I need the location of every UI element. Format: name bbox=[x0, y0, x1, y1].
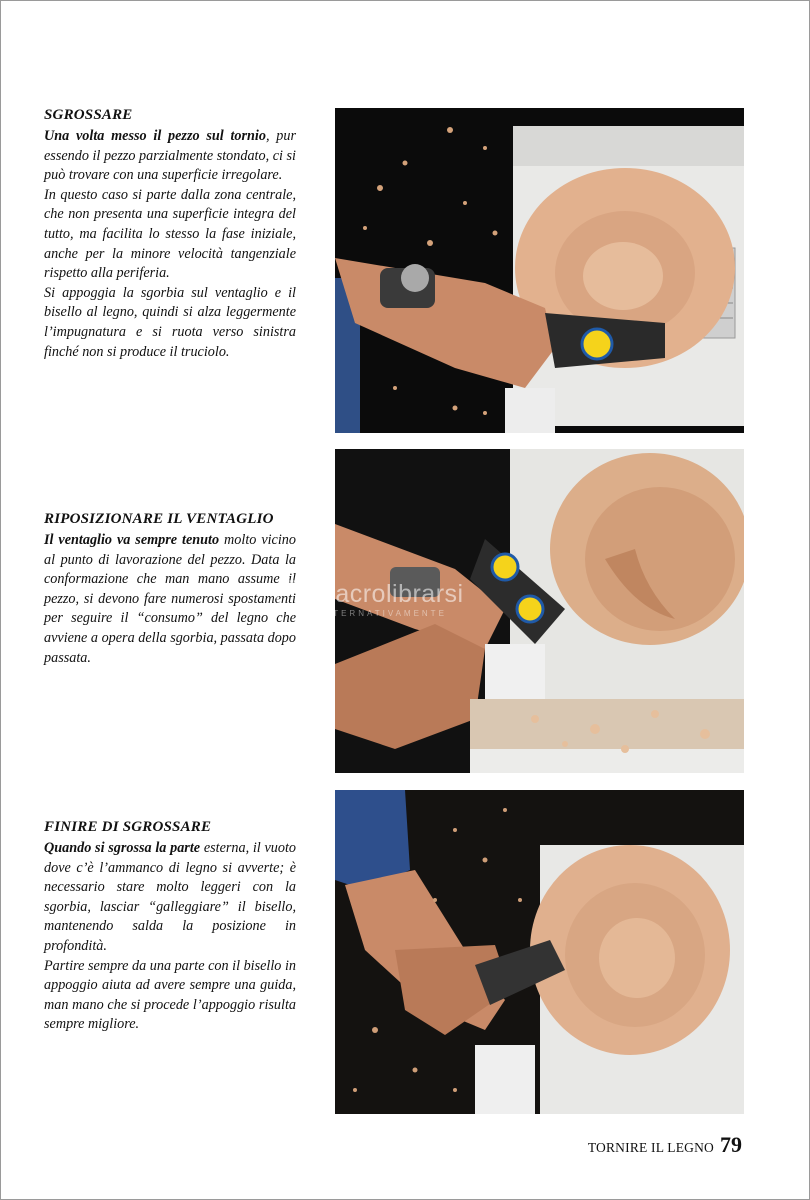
lead-text: Il ventaglio va sempre tenuto bbox=[44, 532, 220, 548]
photo-repositioning-rest bbox=[335, 449, 744, 773]
section-sgrossare bbox=[44, 106, 296, 362]
section-heading: RIPOSIZIONARE IL VENTAGLIO bbox=[44, 511, 274, 527]
lead-text: Una volta messo il pezzo sul tornio bbox=[44, 128, 266, 144]
photo-roughing-center bbox=[335, 108, 744, 433]
section-finire bbox=[44, 818, 296, 1035]
paragraph: In questo caso si parte dalla zona centrale, che non presenta una superficie integra del tutto, ma facilita lo stesso la fase iniziale, anche per la minore velocità tangenziale rispetto alla periferia. bbox=[44, 186, 296, 282]
paragraph: Si appoggia la sgorbia sul ventaglio e il bisello al legno, quindi si alza leggermente l’impugnatura e si ruota verso sinistra finché non si produce il truciolo. bbox=[44, 284, 296, 360]
section-riposizionare bbox=[44, 510, 296, 668]
body-text: molto vicino al punto di lavorazione del pezzo. Data la conformazione che man mano assume il pezzo, si devono fare numerosi spostamenti per seguire il “consumo” del legno che avviene a opera della sgorbia, passata dopo passata. bbox=[44, 532, 296, 666]
photo-finishing-roughing bbox=[335, 790, 744, 1114]
section-body bbox=[44, 531, 296, 668]
watermark-text: macrolibrarsi bbox=[314, 580, 464, 608]
page-footer bbox=[588, 1132, 742, 1158]
watermark-subtext: ALTERNATIVAMENTE bbox=[318, 609, 447, 618]
body-text: esterna, il vuoto dove c’è l’ammanco di legno si avverte; è necessario stare molto leggeri con la sgorbia, lasciar “galleggiare” il bisello, mantenendo salda la posizione in profondità. bbox=[44, 840, 297, 954]
body-text: , pur essendo il pezzo parzialmente stondato, ci si può trovare con una superficie irregolare. bbox=[44, 128, 296, 184]
page-number: 79 bbox=[720, 1132, 742, 1157]
section-heading: FINIRE DI SGROSSARE bbox=[44, 819, 212, 835]
running-title: TORNIRE IL LEGNO bbox=[587, 1140, 714, 1155]
paragraph: Partire sempre da una parte con il bisello in appoggio aiuta ad avere sempre una guida, man mano che si procede l’appoggio risulta sempre migliore. bbox=[44, 957, 296, 1033]
section-body bbox=[44, 839, 296, 1035]
section-heading: SGROSSARE bbox=[44, 107, 133, 123]
lead-text: Quando si sgrossa la parte bbox=[44, 840, 201, 856]
section-body bbox=[44, 127, 296, 362]
